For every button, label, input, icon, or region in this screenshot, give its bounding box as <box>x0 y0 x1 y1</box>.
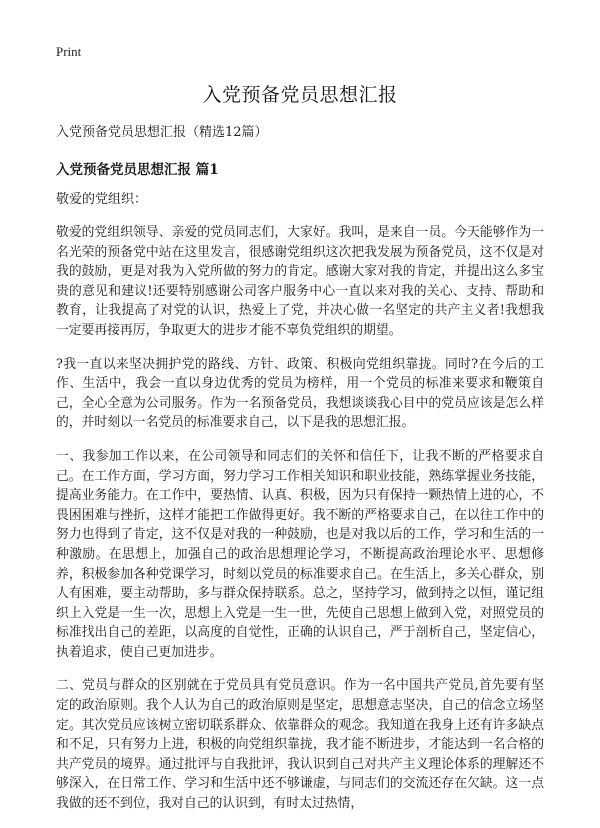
document-body <box>56 124 544 814</box>
paragraph-1: 敬爱的党组织领导、亲爱的党员同志们，大家好。我叫，是来自一员。今天能够作为一名光荣的预备党中站在这里发言，很感谢党组织这次把我发展为预备党员，这不仅是对我的鼓励，更是对我为入党所做的努力的肯定。感谢大家对我的肯定，并提出这么多宝贵的意见和建议!还要特别感谢公司客户服务中心一直以来对我的关心、支持、帮助和教育，让我提高了对党的认识，热爱上了党，并决心做一名坚定的共产主义者!我想我一定要再接再厉，争取更大的进步才能不辜负党组织的期望。 <box>56 225 544 338</box>
paragraph-2: ?我一直以来坚决拥护党的路线、方针、政策、积极向党组织靠拢。同时?在今后的工作、生活中，我会一直以身边优秀的党员为榜样，用一个党员的标准来要求和鞭策自己，全心全意为公司服务。作为一名预备党员，我想谈谈我心目中的党员应该是怎么样的，并时刻以一名党员的标准要求自己，以下是我的思想汇报。 <box>56 356 544 431</box>
section-heading: 入党预备党员思想汇报 篇1 <box>56 162 219 178</box>
paragraph-3: 一、我参加工作以来，在公司领导和同志们的关怀和信任下，让我不断的严格要求自己。在工作方面，学习方面，努力学习工作相关知识和职业技能，熟练掌握业务技能，提高业务能力。在工作中，要热情、认真、积极，因为只有保持一颗热情上进的心，不畏困困难与挫折，这样才能把工作做得更好。我不断的严格要求自己，在以往工作中的努力也得到了肯定，这不仅是对我的一种鼓励，也是对我以后的工作，学习和生活的一种激励。在思想上，加强自己的政治思想理论学习，不断提高政治理论水平、思想修养，积极参加各种党课学习，时刻以党员的标准要求自己。在生活上，多关心群众，别人有困难，要主动帮助，多与群众保持联系。总之，坚持学习，做到持之以恒，谨记组织上入党是一生一次，思想上入党是一生一世，先使自己思想上做到入党，对照党员的标准找出自己的差距，以高度的自觉性，正确的认识自己，严于剖析自己，坚定信心，执着追求，使自己更加进步。 <box>56 448 544 660</box>
print-link[interactable]: Print <box>56 44 82 59</box>
document-title: 入党预备党员思想汇报 <box>202 84 398 106</box>
paragraph-4: 二、党员与群众的区别就在于党员具有党员意识。作为一名中国共产党员,首先要有坚定的政治原则。我个人认为自己的政治原则是坚定，思想意志坚决，自己的信念立场坚定。其次党员应该树立密切联系群众、依靠群众的观念。我知道在我身上还有许多缺点和不足，只有努力上进，积极的向党组织靠拢，我才能不断进步，才能达到一名合格的共产党员的境界。通过批评与自我批评，我认识到自己对共产主义理论体系的理解还不够深入，在日常工作、学习和生活中还不够谦虚，与同志们的交流还存在欠缺。这一点我做的还不到位，我对自己的认识到，有时太过热情， <box>56 678 544 812</box>
salutation: 敬爱的党组织： <box>56 192 148 207</box>
document-subtitle: 入党预备党员思想汇报（精选12篇） <box>56 125 268 140</box>
